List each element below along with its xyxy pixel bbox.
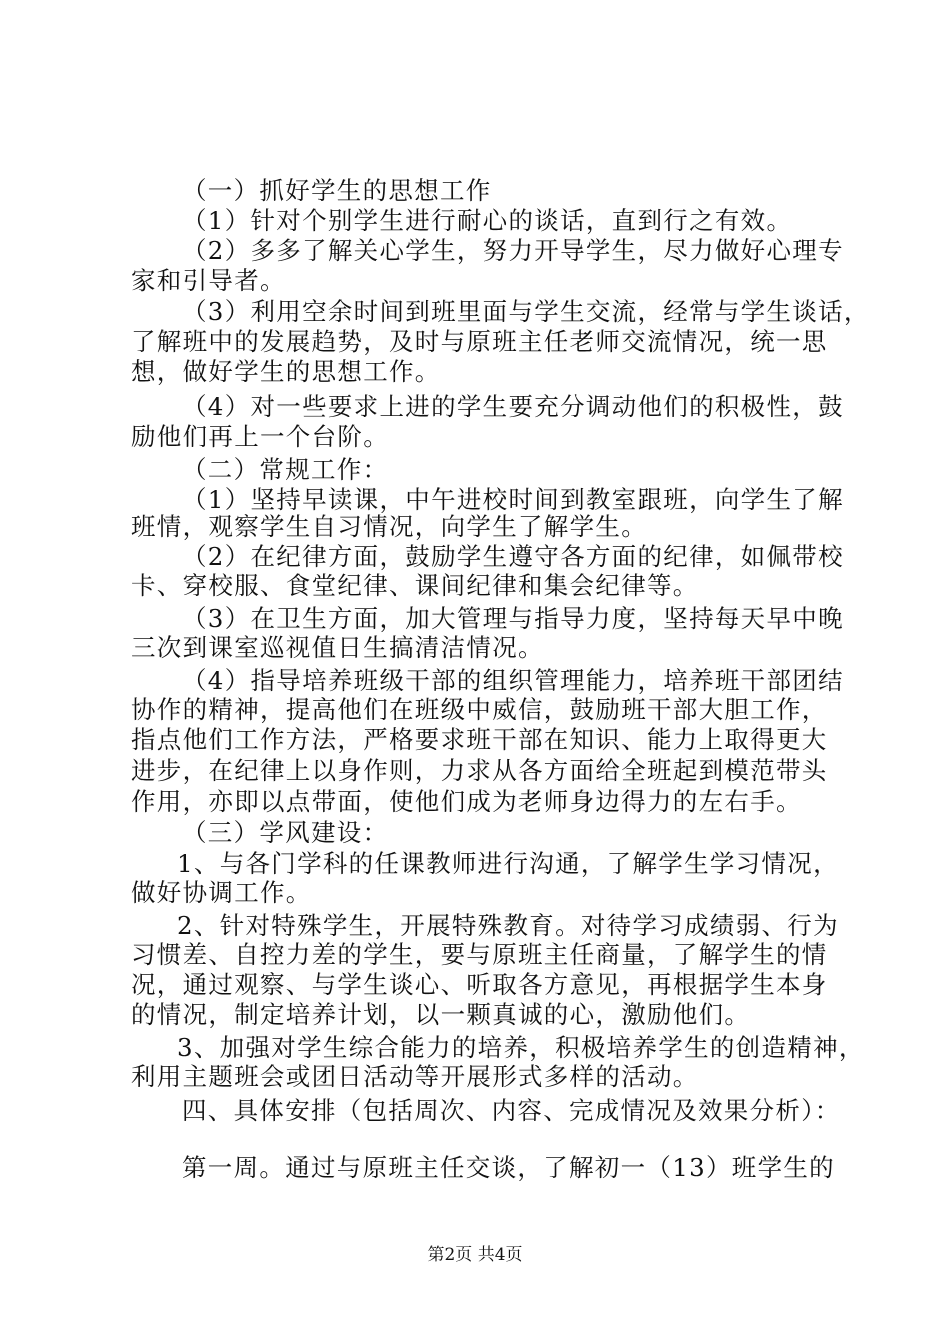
- heading-routine-work: （二）常规工作：: [182, 455, 389, 484]
- paragraph-line: 作用，亦即以点带面，使他们成为老师身边得力的左右手。: [131, 787, 802, 816]
- heading-schedule: 四、具体安排（包括周次、内容、完成情况及效果分析）：: [182, 1096, 841, 1125]
- paragraph-line: 想，做好学生的思想工作。: [131, 357, 441, 386]
- paragraph-line: 协作的精神，提高他们在班级中威信，鼓励班干部大胆工作，: [131, 695, 828, 724]
- paragraph-line: 利用主题班会或团日活动等开展形式多样的活动。: [131, 1062, 699, 1091]
- paragraph-line: 指点他们工作方法，严格要求班干部在知识、能力上取得更大: [131, 725, 828, 754]
- paragraph-line: 习惯差、自控力差的学生，要与原班主任商量，了解学生的情: [131, 940, 828, 969]
- paragraph-line: （1）针对个别学生进行耐心的谈话，直到行之有效。: [182, 206, 793, 235]
- paragraph-line: 第一周。通过与原班主任交谈，了解初一（13）班学生的: [182, 1153, 835, 1182]
- paragraph-line: 三次到课室巡视值日生搞清洁情况。: [131, 633, 544, 662]
- paragraph-line: 励他们再上一个台阶。: [131, 422, 389, 451]
- paragraph-line: 况，通过观察、与学生谈心、听取各方意见，再根据学生本身: [131, 970, 828, 999]
- paragraph-line: （2）多多了解关心学生，努力开导学生，尽力做好心理专: [182, 236, 844, 265]
- paragraph-line: 3、加强对学生综合能力的培养，积极培养学生的创造精神，: [177, 1033, 865, 1062]
- paragraph-line: （3）利用空余时间到班里面与学生交流，经常与学生谈话，: [182, 297, 870, 326]
- page-number: 第2页 共4页: [427, 1245, 523, 1265]
- paragraph-line: 进步，在纪律上以身作则，力求从各方面给全班起到模范带头: [131, 756, 828, 785]
- paragraph-line: 的情况，制定培养计划，以一颗真诚的心，激励他们。: [131, 1000, 751, 1029]
- paragraph-line: 班情，观察学生自习情况，向学生了解学生。: [131, 512, 647, 541]
- paragraph-line: （4）指导培养班级干部的组织管理能力，培养班干部团结: [182, 666, 844, 695]
- heading-study-style: （三）学风建设：: [182, 818, 389, 847]
- heading-thought-work: （一）抓好学生的思想工作: [182, 176, 492, 205]
- paragraph-line: （2）在纪律方面，鼓励学生遵守各方面的纪律，如佩带校: [182, 542, 844, 571]
- paragraph-line: 2、针对特殊学生，开展特殊教育。对待学习成绩弱、行为: [177, 911, 839, 940]
- paragraph-line: 卡、穿校服、食堂纪律、课间纪律和集会纪律等。: [131, 571, 699, 600]
- paragraph-line: （1）坚持早读课，中午进校时间到教室跟班，向学生了解: [182, 485, 844, 514]
- paragraph-line: 做好协调工作。: [131, 878, 312, 907]
- paragraph-line: （3）在卫生方面，加大管理与指导力度，坚持每天早中晚: [182, 604, 844, 633]
- paragraph-line: 了解班中的发展趋势，及时与原班主任老师交流情况，统一思: [131, 327, 828, 356]
- paragraph-line: 1、与各门学科的任课教师进行沟通，了解学生学习情况，: [177, 849, 839, 878]
- paragraph-line: 家和引导者。: [131, 266, 286, 295]
- paragraph-line: （4）对一些要求上进的学生要充分调动他们的积极性，鼓: [182, 392, 844, 421]
